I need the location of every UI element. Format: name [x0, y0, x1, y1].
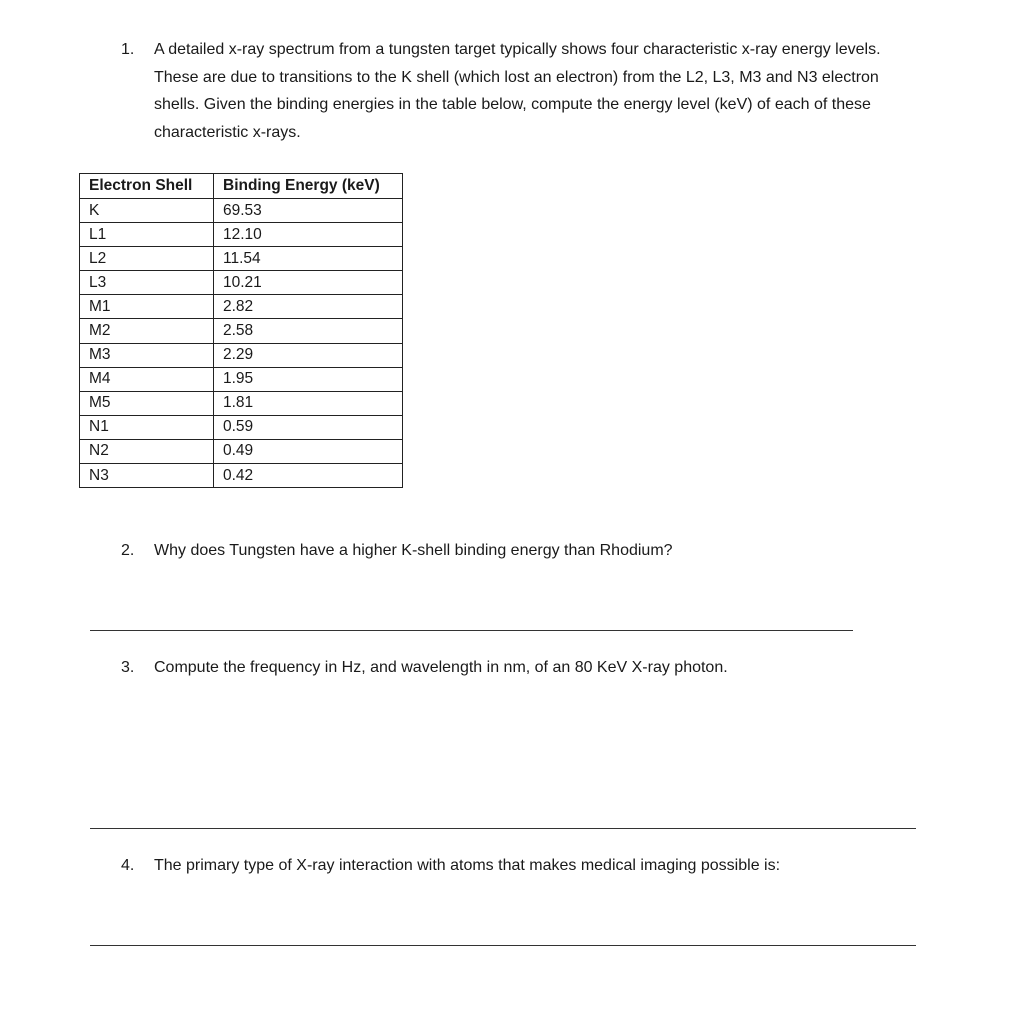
table-row	[80, 343, 403, 367]
shell-cell: M3	[80, 343, 214, 367]
energy-cell: 0.49	[214, 439, 403, 463]
table-row	[80, 199, 403, 223]
energy-cell: 1.95	[214, 367, 403, 391]
binding-energy-table	[79, 173, 403, 488]
shell-cell: M1	[80, 295, 214, 319]
shell-cell: K	[80, 199, 214, 223]
table-header-row	[80, 174, 403, 199]
question-number: 4.	[121, 857, 135, 874]
question-text: A detailed x-ray spectrum from a tungsten target typically shows four characteristic x-ray energy levels. These are due to transitions to the K shell (which lost an electron) from the L2, L3, M3 and N3 electron shells. Given the binding energies in the table below, compute the energy level (keV) of each of these characteristic x-rays.	[154, 41, 881, 141]
table-row	[80, 391, 403, 415]
energy-cell: 11.54	[214, 247, 403, 271]
question-number: 1.	[121, 41, 135, 58]
answer-line	[90, 828, 916, 829]
table-row	[80, 271, 403, 295]
energy-cell: 2.82	[214, 295, 403, 319]
question-number: 3.	[121, 659, 135, 676]
table-row	[80, 367, 403, 391]
question-text: The primary type of X-ray interaction with atoms that makes medical imaging possible is:	[154, 857, 781, 874]
column-header-binding-energy: Binding Energy (keV)	[214, 174, 403, 199]
table-row	[80, 247, 403, 271]
energy-cell: 0.42	[214, 464, 403, 488]
table-row	[80, 319, 403, 343]
energy-cell: 0.59	[214, 415, 403, 439]
energy-cell: 1.81	[214, 391, 403, 415]
question-text: Why does Tungsten have a higher K-shell binding energy than Rhodium?	[154, 542, 673, 559]
shell-cell: L1	[80, 223, 214, 247]
energy-cell: 2.58	[214, 319, 403, 343]
question-text: Compute the frequency in Hz, and wavelength in nm, of an 80 KeV X-ray photon.	[154, 659, 728, 676]
table-row	[80, 415, 403, 439]
question-number: 2.	[121, 542, 135, 559]
shell-cell: N3	[80, 464, 214, 488]
energy-cell: 10.21	[214, 271, 403, 295]
energy-cell: 69.53	[214, 199, 403, 223]
shell-cell: N1	[80, 415, 214, 439]
table-row	[80, 439, 403, 463]
table-row	[80, 223, 403, 247]
shell-cell: M2	[80, 319, 214, 343]
answer-line	[90, 945, 916, 946]
shell-cell: L2	[80, 247, 214, 271]
table-row	[80, 295, 403, 319]
shell-cell: M5	[80, 391, 214, 415]
shell-cell: N2	[80, 439, 214, 463]
shell-cell: L3	[80, 271, 214, 295]
column-header-electron-shell: Electron Shell	[80, 174, 214, 199]
shell-cell: M4	[80, 367, 214, 391]
answer-line	[90, 630, 853, 631]
energy-cell: 2.29	[214, 343, 403, 367]
table-row	[80, 464, 403, 488]
energy-cell: 12.10	[214, 223, 403, 247]
